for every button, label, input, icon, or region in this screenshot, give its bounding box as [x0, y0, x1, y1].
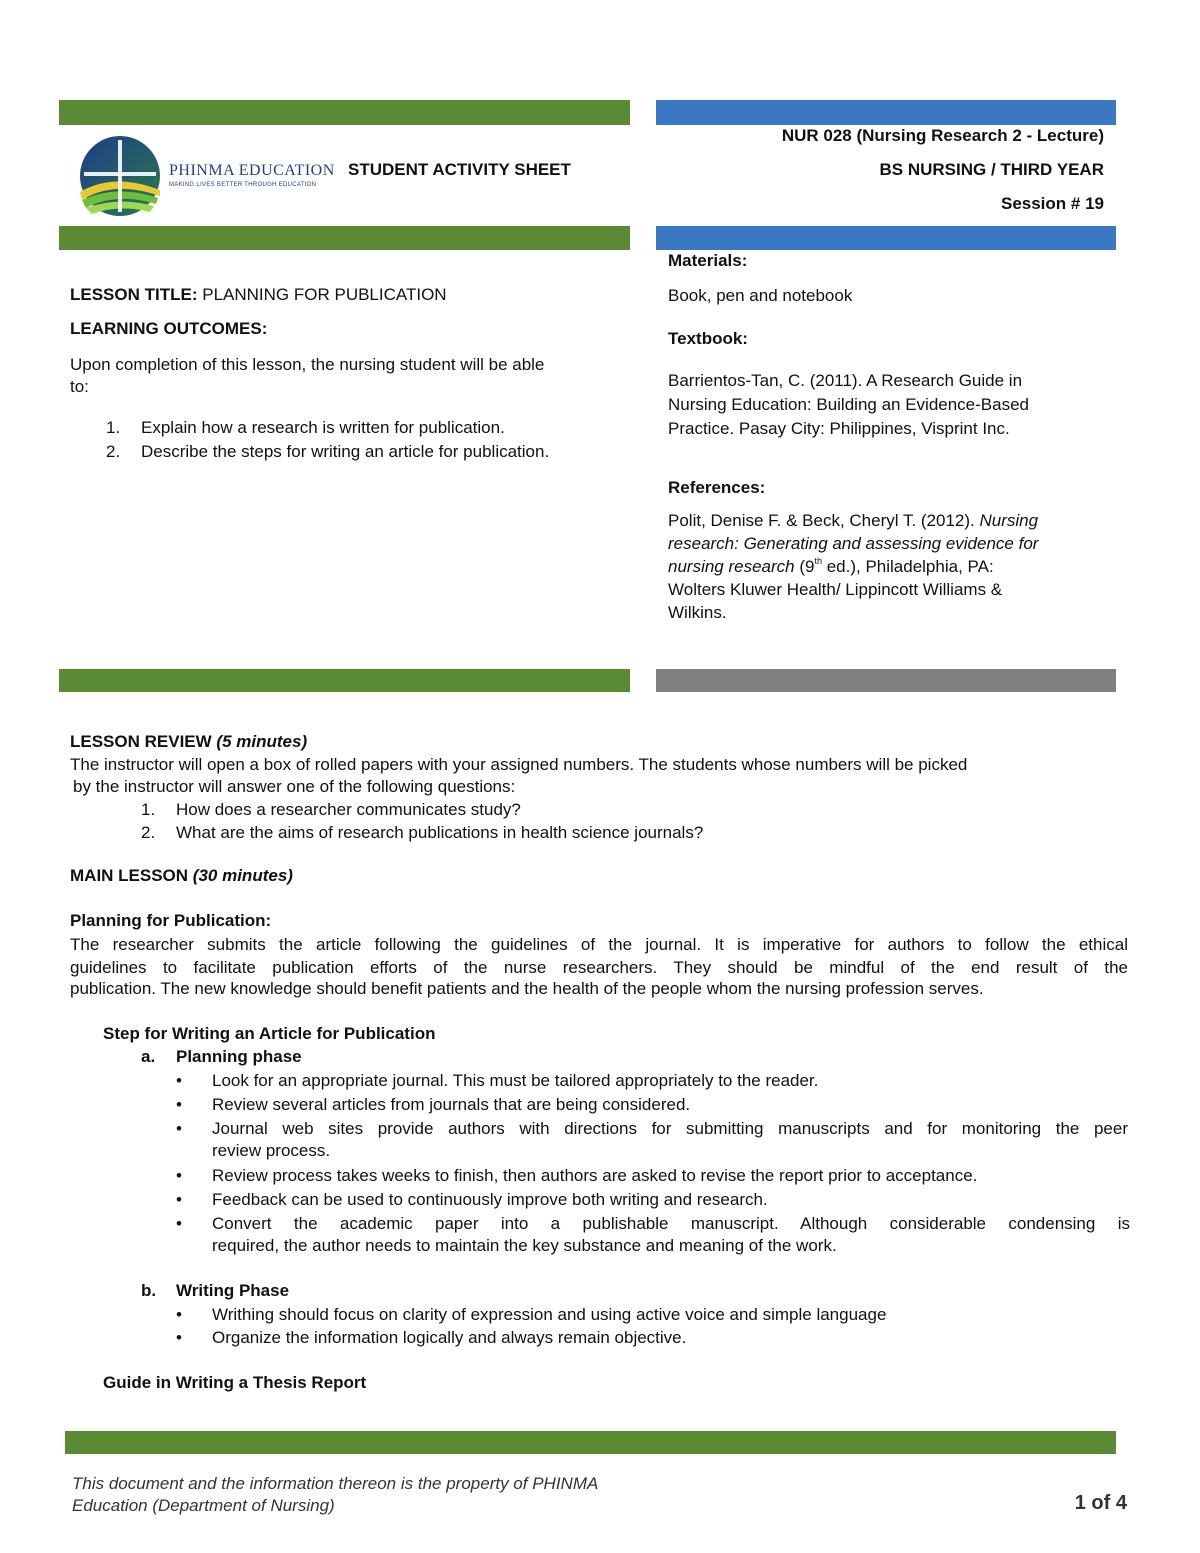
bullet-text: Review process takes weeks to finish, then authors are asked to revise the report prior to acceptance.	[212, 1166, 978, 1185]
footer-notice-line-1: This document and the information thereon is the property of PHINMA	[72, 1474, 599, 1493]
materials-label: Materials:	[668, 251, 748, 270]
review-question-number: 2.	[141, 823, 156, 842]
phinma-emblem-icon	[74, 132, 164, 220]
bullet-text: Organize the information logically and always remain objective.	[212, 1328, 687, 1347]
textbook-label: Textbook:	[668, 329, 748, 348]
logo-tagline: MAKING LIVES BETTER THROUGH EDUCATION	[169, 182, 317, 188]
phase-b-letter: b.	[141, 1281, 157, 1300]
outcomes-intro-line-1: Upon completion of this lesson, the nursing student will be able	[70, 355, 545, 374]
main-lesson-title: MAIN LESSON	[70, 866, 189, 885]
review-question	[141, 799, 521, 821]
bullet-text-line: review process.	[212, 1141, 331, 1160]
bullet-item	[176, 1327, 686, 1349]
phinma-logo	[74, 132, 335, 220]
reference-authors: Polit, Denise F. & Beck, Cheryl T. (2012).	[668, 511, 980, 530]
phase-a-title: Planning phase	[176, 1047, 302, 1066]
planning-heading: Planning for Publication:	[70, 911, 272, 930]
planning-paragraph-line: guidelines to facilitate publication efforts of the nurse researchers. They should be mindful of the end result of the	[70, 958, 1128, 977]
bullet-item	[176, 1094, 690, 1116]
textbook-line: Nursing Education: Building an Evidence-Based	[668, 395, 1030, 414]
sheet-title: STUDENT ACTIVITY SHEET	[348, 160, 571, 179]
bullet-icon: •	[176, 1305, 182, 1324]
lesson-title-row	[70, 284, 447, 306]
outcome-text: Describe the steps for writing an article for publication.	[141, 442, 550, 461]
footer-bar	[65, 1431, 1116, 1454]
bullet-icon: •	[176, 1119, 182, 1138]
section-bar-right	[656, 669, 1116, 692]
lesson-review-time: (5 minutes)	[216, 732, 308, 751]
phase-a-letter: a.	[141, 1047, 156, 1066]
bullet-text: Review several articles from journals that are being considered.	[212, 1095, 691, 1114]
bullet-icon: •	[176, 1095, 182, 1114]
reference-title-start: Nursing	[979, 511, 1039, 530]
lesson-review-title: LESSON REVIEW	[70, 732, 212, 751]
review-question-text: What are the aims of research publications in health science journals?	[176, 823, 704, 842]
bullet-item	[176, 1304, 886, 1326]
reference-title-line: research: Generating and assessing evidence for	[668, 534, 1039, 553]
bullet-text-line: required, the author needs to maintain the key substance and meaning of the work.	[212, 1236, 837, 1255]
reference-line	[668, 510, 1038, 532]
guide-heading: Guide in Writing a Thesis Report	[103, 1373, 367, 1392]
lesson-review-heading	[70, 731, 307, 753]
session-number: Session # 19	[1000, 194, 1104, 213]
header-bar-left-bottom	[59, 226, 630, 250]
page-number: 1 of 4	[1074, 1492, 1127, 1514]
bullet-item	[176, 1165, 977, 1187]
bullet-text: Look for an appropriate journal. This must be tailored appropriately to the reader.	[212, 1071, 819, 1090]
phase-b-heading	[141, 1280, 289, 1302]
outcome-item	[106, 417, 505, 439]
bullet-item	[176, 1189, 768, 1211]
lesson-title-label: LESSON TITLE:	[70, 285, 198, 304]
outcome-item	[106, 441, 549, 463]
steps-heading: Step for Writing an Article for Publication	[103, 1024, 436, 1043]
phase-a-heading	[141, 1046, 302, 1068]
reference-title-end: nursing research	[668, 557, 795, 576]
logo-wordmark: PHINMA EDUCATION	[169, 162, 335, 179]
outcome-number: 1.	[106, 418, 121, 437]
bullet-icon: •	[176, 1328, 182, 1347]
bullet-icon: •	[176, 1190, 182, 1209]
header-bar-right-bottom	[656, 226, 1116, 250]
textbook-line: Practice. Pasay City: Philippines, Visprint Inc.	[668, 419, 1010, 438]
bullet-icon: •	[176, 1214, 182, 1233]
footer-notice-line-2: Education (Department of Nursing)	[72, 1496, 335, 1515]
bullet-text: Writhing should focus on clarity of expression and using active voice and simple language	[212, 1305, 887, 1324]
planning-paragraph-line: The researcher submits the article following the guidelines of the journal. It is imperative for authors to follow the ethical	[70, 935, 1128, 954]
bullet-item	[176, 1070, 818, 1092]
reference-edition: (9	[794, 557, 815, 576]
textbook-line: Barrientos-Tan, C. (2011). A Research Guide in	[668, 371, 1023, 390]
phase-b-title: Writing Phase	[176, 1281, 290, 1300]
section-bar-left	[59, 669, 630, 692]
bullet-text-line: Journal web sites provide authors with directions for submitting manuscripts and for monitoring the peer	[212, 1119, 1128, 1138]
review-question-number: 1.	[141, 800, 156, 819]
lesson-review-line-2: by the instructor will answer one of the following questions:	[73, 777, 516, 796]
bullet-icon: •	[176, 1071, 182, 1090]
learning-outcomes-label: LEARNING OUTCOMES:	[70, 319, 268, 338]
bullet-icon: •	[176, 1166, 182, 1185]
review-question-text: How does a researcher communicates study?	[176, 800, 521, 819]
outcome-number: 2.	[106, 442, 121, 461]
lesson-title: PLANNING FOR PUBLICATION	[202, 285, 447, 304]
reference-publisher-end: Wilkins.	[668, 603, 727, 622]
main-lesson-time: (30 minutes)	[192, 866, 293, 885]
reference-publisher: Wolters Kluwer Health/ Lippincott Williams &	[668, 580, 1003, 599]
main-lesson-heading	[70, 865, 293, 887]
outcomes-intro-line-2: to:	[70, 377, 89, 396]
header-bar-left-top	[59, 100, 630, 125]
reference-edition-suffix: th	[814, 556, 822, 566]
course-title: NUR 028 (Nursing Research 2 - Lecture)	[781, 126, 1104, 145]
review-question	[141, 822, 703, 844]
reference-publisher-place: ed.), Philadelphia, PA:	[821, 557, 994, 576]
planning-paragraph-line: publication. The new knowledge should benefit patients and the health of the people whom the nursing profession serves.	[70, 979, 984, 998]
outcome-text: Explain how a research is written for publication.	[141, 418, 505, 437]
references-label: References:	[668, 478, 766, 497]
bullet-text-line: Convert the academic paper into a publishable manuscript. Although considerable condensing is	[212, 1214, 1130, 1233]
lesson-review-line-1: The instructor will open a box of rolled papers with your assigned numbers. The students whose numbers will be picked	[70, 755, 968, 774]
materials-value: Book, pen and notebook	[668, 286, 853, 305]
header-bar-right-top	[656, 100, 1116, 125]
bullet-text: Feedback can be used to continuously improve both writing and research.	[212, 1190, 768, 1209]
reference-line	[668, 556, 994, 578]
program-year: BS NURSING / THIRD YEAR	[879, 160, 1104, 179]
